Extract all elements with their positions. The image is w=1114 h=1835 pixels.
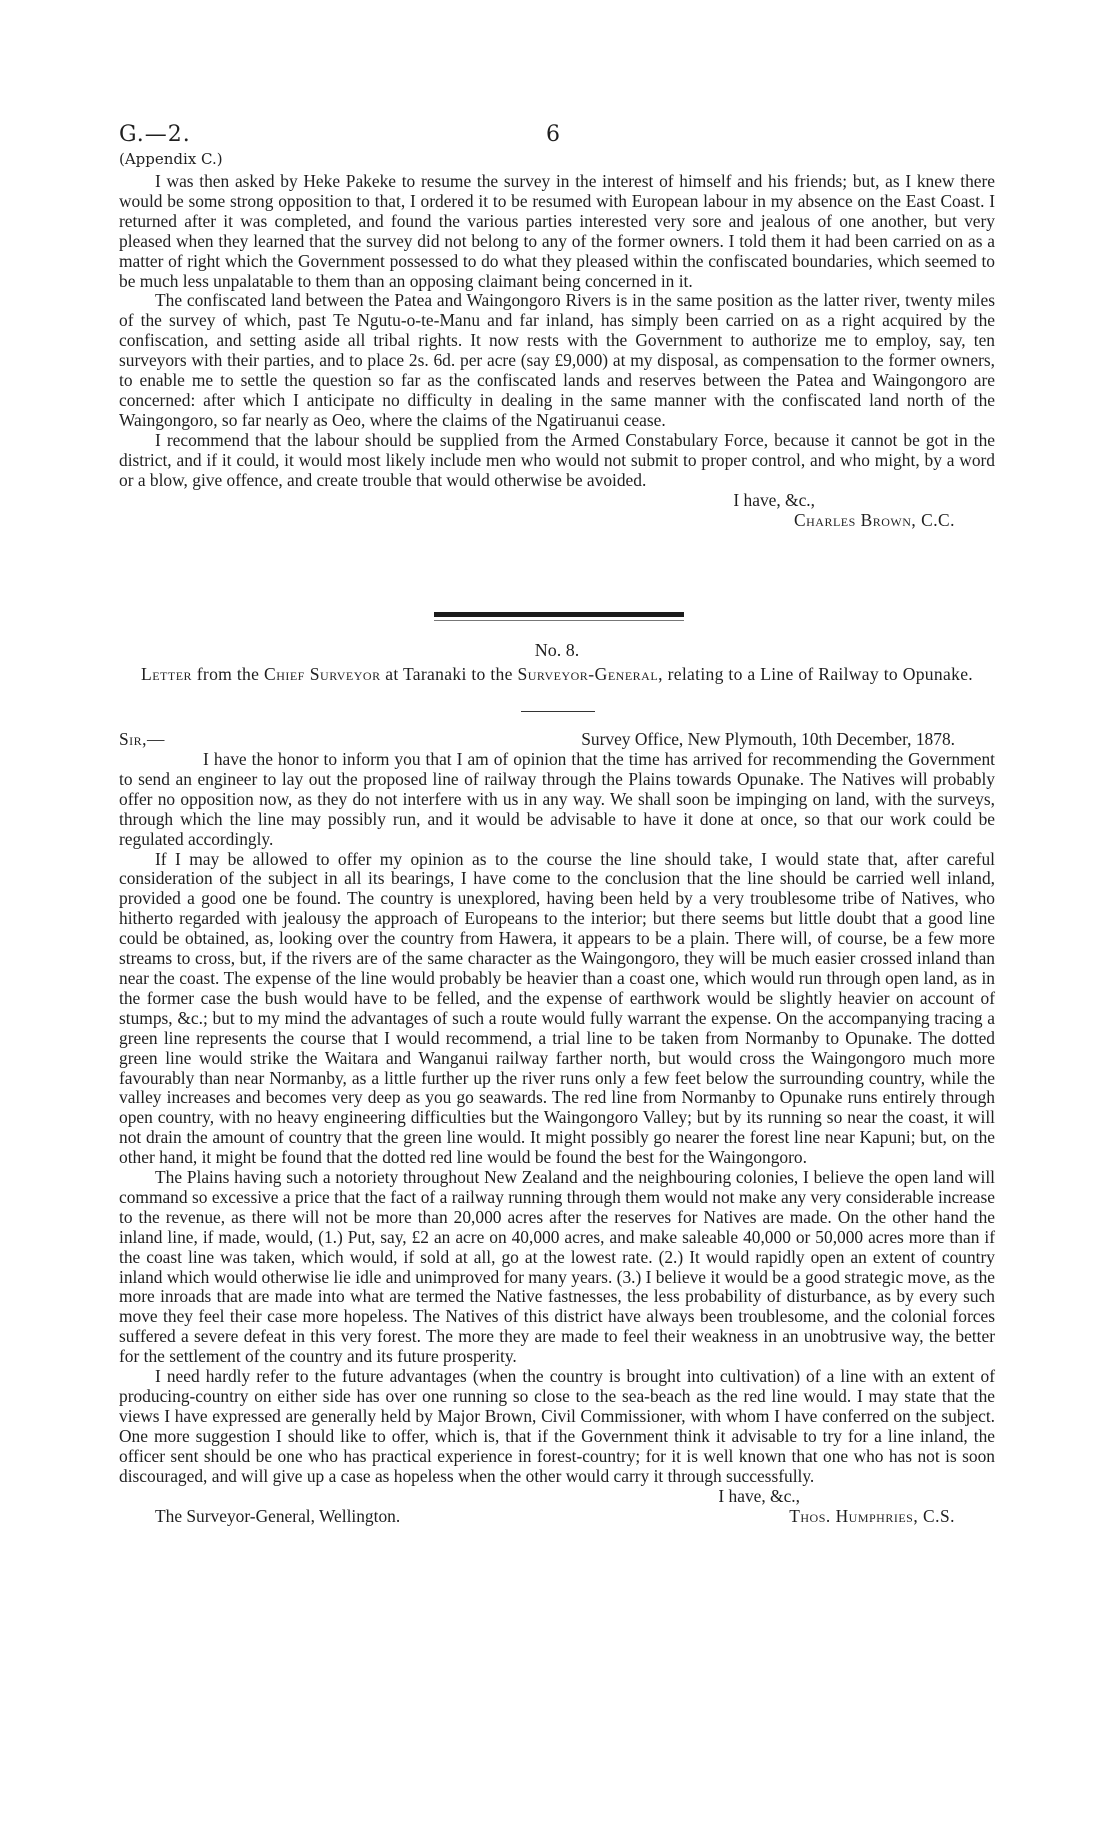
section-divider-fine xyxy=(434,620,684,621)
top-letter-body xyxy=(119,172,995,531)
address-date: Survey Office, New Plymouth, 10th December, 1878. xyxy=(581,729,955,749)
top-letter-closing-row xyxy=(119,491,995,511)
salutation-row xyxy=(119,730,995,750)
section-number: No. 8. xyxy=(534,640,580,660)
closing: I have, &c., xyxy=(718,1485,800,1506)
section-divider xyxy=(434,612,684,617)
appendix-label: (Appendix C.) xyxy=(119,150,223,168)
letter-title: Letter from the Chief Surveyor at Taranaki to the Surveyor-General, relating to a Line of Railway to Opunake. xyxy=(140,664,974,684)
letter-closing-row xyxy=(119,1487,995,1507)
document-reference: G.—2. xyxy=(119,122,191,147)
salutation: Sir,— xyxy=(119,729,165,749)
paragraph: If I may be allowed to offer my opinion as to the course the line should take, I would state that, after careful consideration of the subject in all its bearings, I have come to the conclusion that the line should be carried well inland, provided a good one be found. The country is unexplored, having been held by a very troublesome tribe of Natives, who hitherto regarded with jealousy the approach of Europeans to the interior; but there seems but little doubt that a good line could be obtained, as, looking over the country from Hawera, it appears to be a plain. There will, of course, be a few more streams to cross, but, if the rivers are of the same character as the Waingongoro, they will be much easier crossed inland than near the coast. The expense of the line would probably be heavier than a coast one, which would run through open land, as in the former case the bush would have to be felled, and the expense of earthwork would be slightly heavier on account of stumps, &c.; but to my mind the advantages of such a route would fully warrant the expense. On the accompanying tracing a green line represents the course that I would recommend, a trial line to be taken from Normanby to Opunake. The dotted green line would strike the Waitara and Wanganui railway farther north, but would cross the Waingongoro much more favourably than near Normanby, as a little further up the river runs only a few feet below the surrounding country, while the valley increases and becomes very deep as you go seawards. The red line from Normanby to Opunake runs entirely through open country, with no heavy engineering difficulties but the Waingongoro Valley; but by its running so near the coast, it will not drain the amount of country that the green line would. It might possibly go nearer the forest line near Kapuni; but, on the other hand, it might be found that the dotted red line would be found the best for the Waingongoro. xyxy=(119,848,995,1168)
paragraph: The confiscated land between the Patea and Waingongoro Rivers is in the same position as the latter river, twenty miles of the survey of which, past Te Ngutu-o-te-Manu and far inland, has simply been carried on as a right acquired by the confiscation, and setting aside all tribal rights. It now rests with the Government to authorize me to employ, say, ten surveyors with their parties, and to place 2s. 6d. per acre (say £9,000) at my disposal, as compensation to the former owners, to enable me to settle the question so far as the confiscated lands and reserves between the Patea and Waingongoro are concerned: after which I anticipate no difficulty in dealing in the same manner with the confiscated land north of the Waingongoro, so far nearly as Oeo, where the claims of the Ngatiruanui cease. xyxy=(119,290,995,430)
paragraph: The Plains having such a notoriety throughout New Zealand and the neighbouring colonies, I believe the open land will command so excessive a price that the fact of a railway running through them would not make any very considerable increase to the revenue, as there will not be more than 20,000 acres after the reserves for Natives are made. On the other hand the inland line, if made, would, (1.) Put, say, £2 an acre on 40,000 acres, and make saleable 40,000 or 50,000 acres more than if the coast line was taken, which would, if sold at all, go at the lowest rate. (2.) It would rapidly open an extent of country inland which would otherwise lie idle and unimproved for many years. (3.) I believe it would be a good strategic move, as the more inroads that are made into what are termed the Native fastnesses, the less probability of disturbance, as by every such move they feel their case more hopeless. The Natives of this district have always been troublesome, and the colonial forces suffered a severe defeat in this very forest. The more they are made to feel their weakness in an unobtrusive way, the better for the settlement of the country and its future prosperity. xyxy=(119,1167,995,1367)
paragraph: I was then asked by Heke Pakeke to resume the survey in the interest of himself and his friends; but, as I knew there would be some strong opposition to that, I ordered it to be resumed with European labour in my absence on the East Coast. I returned after it was completed, and found the various parties interested very sore and jealous of one another, but very pleased when they learned that the survey did not belong to any of the former owners. I told them it had been carried on as a matter of right which the Government possessed to do what they pleased within the confiscated boundaries, which seemed to be much less unpalatable to them than an opposing claimant being concerned in it. xyxy=(119,171,995,291)
letter-body xyxy=(119,730,995,1527)
paragraph: I need hardly refer to the future advantages (when the country is brought into cultivation) of a line with an extent of producing-country on either side has over one running so close to the sea-beach as the red line would. I may state that the views I have expressed are generally held by Major Brown, Civil Commissioner, with whom I have conferred on the subject. One more suggestion I should like to offer, which is, that if the Government think it advisable to try for a line inland, the officer sent should be one who has practical experience in forest-country; for it is well known that one who has not is soon discouraged, and will give up a case as hopeless when the other would carry it through successfully. xyxy=(119,1366,995,1486)
page-number: 6 xyxy=(546,122,560,147)
signature: Charles Brown, C.C. xyxy=(794,509,955,530)
top-letter-signature-row xyxy=(119,511,995,531)
title-underline xyxy=(521,711,595,712)
addressee: The Surveyor-General, Wellington. xyxy=(155,1505,401,1526)
closing: I have, &c., xyxy=(733,489,815,510)
letter-signature-row xyxy=(119,1507,995,1527)
paragraph: I have the honor to inform you that I am of opinion that the time has arrived for recommending the Government to send an engineer to lay out the proposed line of railway through the Plains towards Opunake. The Natives will probably offer no opposition now, as they do not interfere with us in any way. We shall soon be impinging on land, with the surveys, through which the line may possibly run, and it would be advisable to have it done at once, so that our work could be regulated accordingly. xyxy=(119,749,995,849)
paragraph: I recommend that the labour should be supplied from the Armed Constabulary Force, because it cannot be got in the district, and if it could, it would most likely include men who would not submit to proper control, and who might, by a word or a blow, give offence, and create trouble that would otherwise be avoided. xyxy=(119,429,995,490)
signature: Thos. Humphries, C.S. xyxy=(789,1505,955,1526)
